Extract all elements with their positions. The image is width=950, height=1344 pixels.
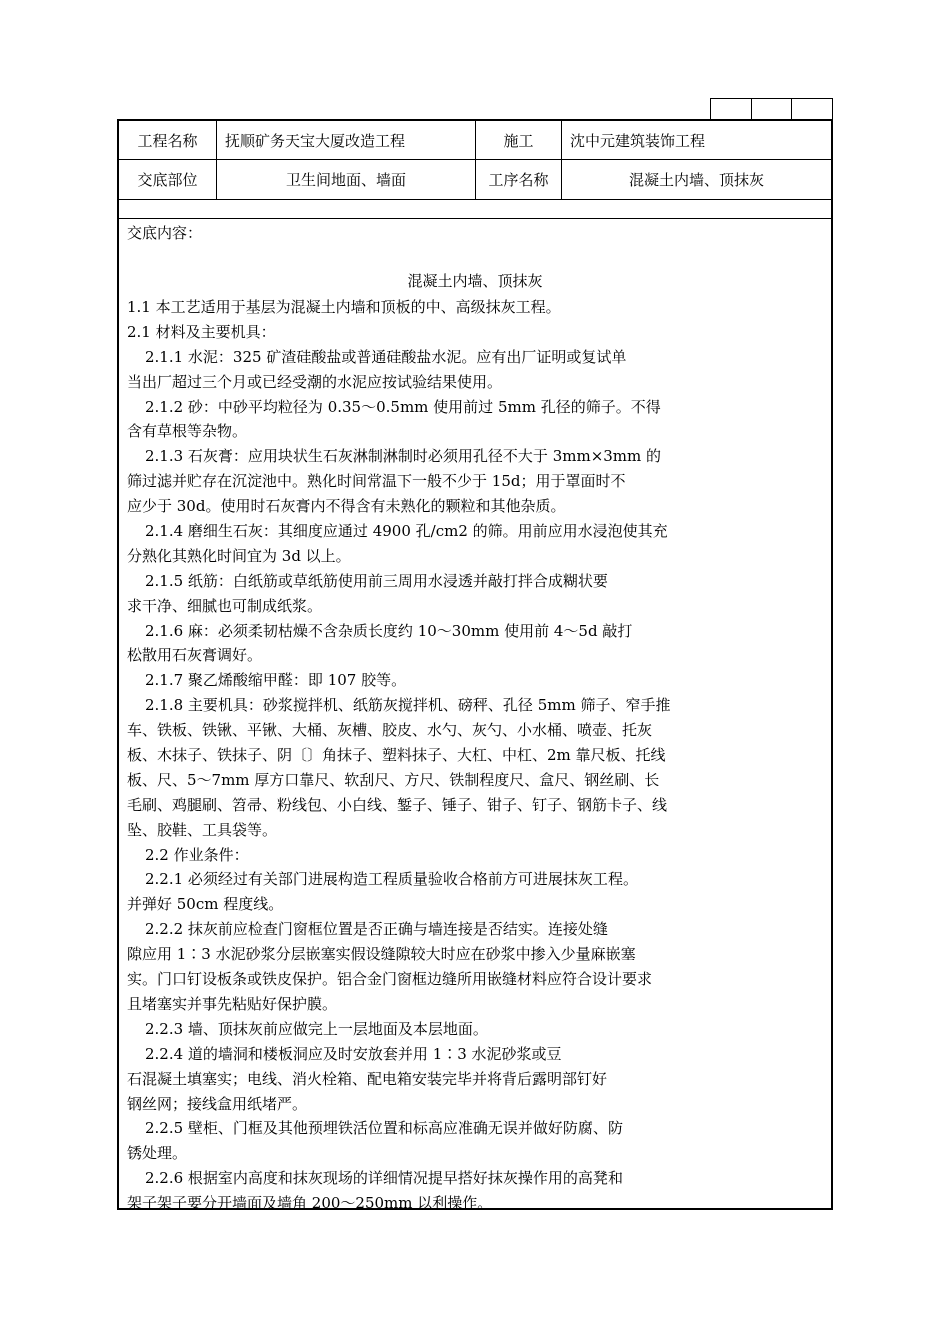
corner-box xyxy=(752,99,793,120)
content-line: 2.1.5 纸筋：白纸筋或草纸筋使用前三周用水浸透并敲打拌合成糊状要 xyxy=(145,571,608,590)
content-line: 2.1.8 主要机具：砂浆搅拌机、纸筋灰搅拌机、磅秤、孔径 5mm 筛子、窄手推 xyxy=(145,696,671,715)
content-line: 钢丝网；接线盒用纸堵严。 xyxy=(127,1094,308,1113)
content-line: 松散用石灰膏调好。 xyxy=(127,646,263,665)
content-line: 2.2.6 根据室内高度和抹灰现场的详细情况提早搭好抹灰操作用的高凳和 xyxy=(145,1169,623,1188)
content-lines xyxy=(127,295,827,1216)
project-name-value: 抚顺矿务天宝大厦改造工程 xyxy=(217,121,476,159)
content-line: 求干净、细腻也可制成纸浆。 xyxy=(127,596,323,615)
content-line: 板、木抹子、铁抹子、阴〔〕角抹子、塑料抹子、大杠、中杠、2m 靠尺板、托线 xyxy=(127,746,666,765)
handover-table xyxy=(117,119,833,1213)
content-line: 锈处理。 xyxy=(127,1144,188,1163)
content-line: 毛刷、鸡腿刷、笤帚、粉线包、小白线、錾子、锤子、钳子、钉子、钢筋卡子、线 xyxy=(127,795,668,814)
content-line: 2.2.2 抹灰前应检查门窗框位置是否正确与墙连接是否结实。连接处缝 xyxy=(145,920,608,939)
content-line: 当出厂超过三个月或已经受潮的水泥应按试验结果使用。 xyxy=(127,372,503,391)
content-line: 石混凝土填塞实；电线、消火栓箱、配电箱安装完毕并将背后露明部钉好 xyxy=(127,1069,608,1088)
content-line: 板、尺、5～7mm 厚方口靠尺、软刮尺、方尺、铁制程度尺、盒尺、钢丝刷、长 xyxy=(127,770,660,789)
header-row-2 xyxy=(119,159,831,200)
content-line: 2.1.7 聚乙烯酸缩甲醛：即 107 胶等。 xyxy=(145,671,407,690)
content-line: 并弹好 50cm 程度线。 xyxy=(127,895,284,914)
handover-part-value: 卫生间地面、墙面 xyxy=(217,159,476,199)
content-line: 2.1.1 水泥：325 矿渣硅酸盐或普通硅酸盐水泥。应有出厂证明或复试单 xyxy=(145,347,627,366)
content-line: 2.2.4 道的墙洞和楼板洞应及时安放套并用 1∶3 水泥砂浆或豆 xyxy=(145,1044,562,1063)
content-line: 2.1 材料及主要机具： xyxy=(127,322,276,341)
project-name-label: 工程名称 xyxy=(119,121,217,159)
content-line: 隙应用 1∶3 水泥砂浆分层嵌塞实假设缝隙较大时应在砂浆中掺入少量麻嵌塞 xyxy=(127,945,636,964)
content-line: 2.1.6 麻：必须柔韧枯燥不含杂质长度约 10～30mm 使用前 4～5d 敲打 xyxy=(145,621,633,640)
content-line: 应少于 30d。使用时石灰膏内不得含有未熟化的颗粒和其他杂质。 xyxy=(127,497,566,516)
content-label: 交底内容： xyxy=(127,224,203,242)
content-line: 车、铁板、铁锹、平锹、大桶、灰槽、胶皮、水勺、灰勺、小水桶、喷壶、托灰 xyxy=(127,721,653,740)
content-line: 含有草根等杂物。 xyxy=(127,422,248,441)
process-name-value: 混凝土内墙、顶抹灰 xyxy=(628,170,764,189)
construction-label: 施工 xyxy=(476,121,562,159)
process-name-label: 工序名称 xyxy=(476,159,562,199)
header-row-1 xyxy=(119,121,831,160)
handover-part-label: 交底部位 xyxy=(119,159,217,199)
corner-box xyxy=(711,99,752,120)
content-line: 坠、胶鞋、工具袋等。 xyxy=(127,820,278,839)
content-line: 2.2.3 墙、顶抹灰前应做完上一层地面及本层地面。 xyxy=(145,1019,488,1038)
content-line: 架子架子要分开墙面及墙角 200～250mm 以利操作。 xyxy=(127,1194,493,1213)
spacer-row xyxy=(119,199,831,219)
content-line: 2.2.5 壁柜、门框及其他预埋铁活位置和标高应准确无误并做好防腐、防 xyxy=(145,1119,623,1138)
content-line: 且堵塞实并事先粘贴好保护膜。 xyxy=(127,994,338,1013)
content-line: 2.1.2 砂：中砂平均粒径为 0.35～0.5mm 使用前过 5mm 孔径的筛子。不得 xyxy=(145,397,661,416)
content-line: 2.2.1 必须经过有关部门进展构造工程质量验收合格前方可进展抹灰工程。 xyxy=(145,870,638,889)
corner-boxes xyxy=(710,98,833,120)
content-line: 2.2 作业条件： xyxy=(145,845,249,864)
content-line: 2.1.3 石灰膏：应用块状生石灰淋制淋制时必须用孔径不大于 3mm×3mm 的 xyxy=(145,447,662,466)
construction-value: 沈中元建筑装饰工程 xyxy=(570,131,706,150)
document-title: 混凝土内墙、顶抹灰 xyxy=(407,272,543,290)
content-line: 筛过滤并贮存在沉淀池中。熟化时间常温下一般不少于 15d；用于罩面时不 xyxy=(127,472,626,491)
content-line: 实。门口钉设板条或铁皮保护。铝合金门窗框边缝所用嵌缝材料应符合设计要求 xyxy=(127,970,653,989)
content-line: 分熟化其熟化时间宜为 3d 以上。 xyxy=(127,546,351,565)
content-line: 1.1 本工艺适用于基层为混凝土内墙和顶板的中、高级抹灰工程。 xyxy=(127,298,561,316)
corner-box xyxy=(792,99,832,120)
content-line: 2.1.4 磨细生石灰：其细度应通过 4900 孔/cm2 的筛。用前应用水浸泡使其充 xyxy=(145,522,668,541)
